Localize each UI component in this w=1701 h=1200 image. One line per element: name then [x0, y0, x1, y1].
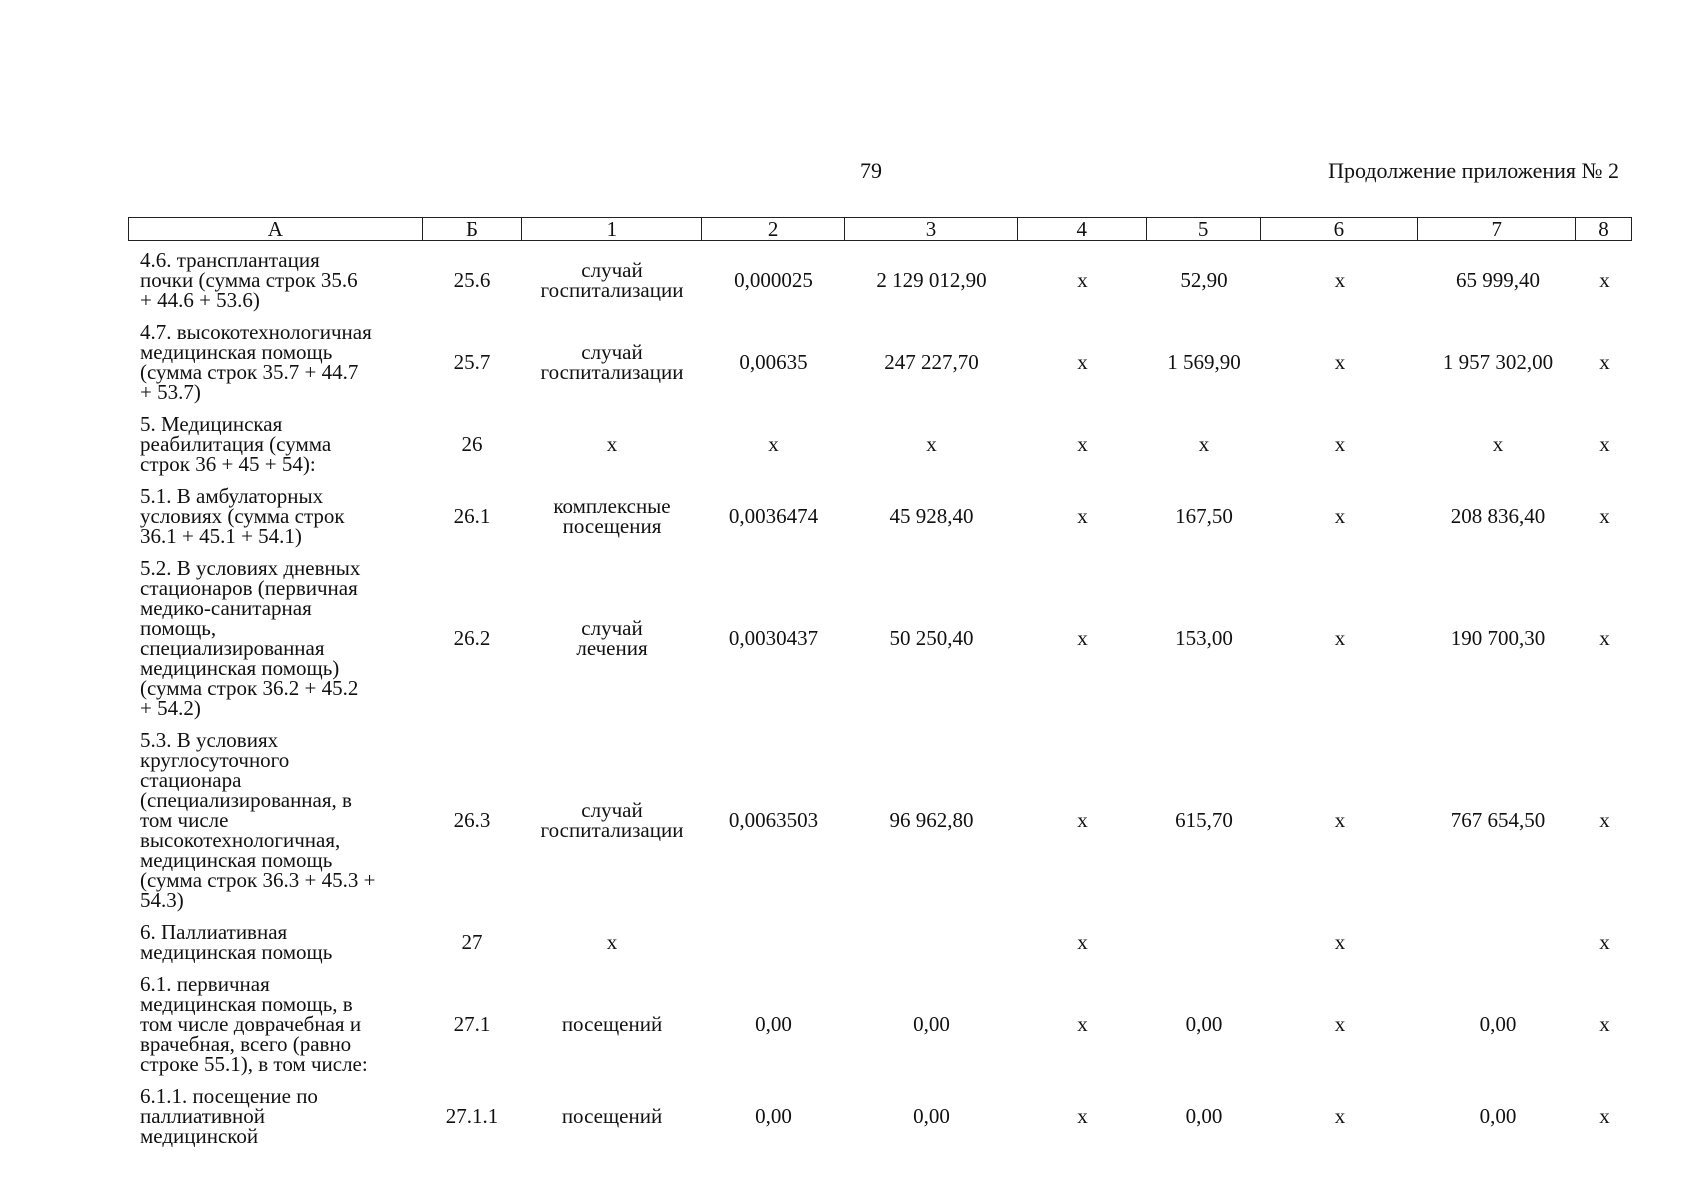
value-cell-c8: х	[1599, 268, 1610, 292]
value-cell-c6: х	[1334, 1012, 1346, 1036]
value-cell-c5: 0,00	[1185, 1012, 1223, 1036]
table-row	[128, 974, 1632, 1074]
row-label-line: врачебная, всего (равно	[140, 1032, 352, 1056]
value-cell-c4: х	[1077, 930, 1088, 954]
row-label-line: строк 36 + 45 + 54):	[140, 452, 316, 476]
row-label-line: 5.2. В условиях дневных	[140, 556, 361, 580]
unit-line: посещений	[561, 1012, 663, 1036]
value-cell-c4: х	[1077, 432, 1088, 456]
row-label-line: (сумма строк 35.7 + 44.7	[140, 360, 359, 384]
row-label-line: + 53.7)	[140, 380, 201, 404]
value-cell-c8: х	[1599, 808, 1610, 832]
appendix-note: Продолжение приложения № 2	[1328, 158, 1619, 183]
unit-of-measure	[522, 932, 702, 952]
unit-of-measure	[522, 342, 702, 382]
value-cell-c5: х	[1198, 432, 1210, 456]
value-cell-c6: х	[1334, 930, 1346, 954]
row-label-line: 54.3)	[140, 888, 184, 912]
row-label-line: медицинская помощь	[140, 340, 333, 364]
value-cell-c6: х	[1334, 350, 1346, 374]
value-cell-c5: 615,70	[1175, 808, 1233, 832]
row-label-line: медицинская помощь	[140, 940, 333, 964]
value-cell-c8: х	[1599, 1104, 1610, 1128]
value-cell-c4: х	[1077, 1012, 1088, 1036]
row-label-line: круглосуточного	[140, 748, 290, 772]
value-cell-c8: х	[1599, 626, 1610, 650]
value-cell-c4: х	[1077, 350, 1088, 374]
value-cell-c7: 767 654,50	[1450, 808, 1546, 832]
row-label-line: строке 55.1), в том числе:	[140, 1052, 368, 1076]
value-cell-c4: х	[1077, 1104, 1088, 1128]
row-label-line: медицинская помощь	[140, 848, 333, 872]
row-label-line: специализированная	[140, 636, 325, 660]
unit-of-measure	[522, 1106, 702, 1126]
row-label-line: стационаров (первичная	[140, 576, 358, 600]
value-cell-c7: 1 957 302,00	[1442, 350, 1554, 374]
row-label-line: условиях (сумма строк	[140, 504, 345, 528]
unit-line: случай	[581, 798, 643, 822]
unit-of-measure	[522, 1014, 702, 1034]
row-label-line: том числе	[140, 808, 229, 832]
row-label-line: 6. Паллиативная	[140, 920, 288, 944]
row-code: 26.3	[453, 808, 491, 832]
value-cell-c6: х	[1334, 1104, 1346, 1128]
column-header: 3	[845, 218, 1018, 240]
value-cell-c3: 96 962,80	[889, 808, 974, 832]
row-code: 26	[461, 432, 483, 456]
row-label-line: 4.7. высокотехнологичная	[140, 320, 372, 344]
unit-line: госпитализации	[540, 360, 684, 384]
value-cell-c2: 0,000025	[734, 268, 813, 292]
table-row	[128, 558, 1632, 718]
column-header: 5	[1147, 218, 1261, 240]
value-cell-c8: х	[1599, 350, 1610, 374]
row-label-line: (сумма строк 36.2 + 45.2	[140, 676, 359, 700]
unit-line: посещения	[562, 514, 662, 538]
row-label	[128, 414, 422, 474]
unit-line: госпитализации	[540, 278, 684, 302]
table-row	[128, 250, 1632, 310]
unit-line: случай	[581, 616, 643, 640]
table-row	[128, 414, 1632, 474]
column-header: 8	[1598, 217, 1609, 241]
unit-of-measure	[522, 800, 702, 840]
table-row	[128, 486, 1632, 546]
value-cell-c4: х	[1077, 504, 1088, 528]
value-cell-c3: 247 227,70	[884, 350, 979, 374]
column-header: 4	[1018, 218, 1147, 240]
column-header: 1	[522, 218, 702, 240]
row-label-line: 5. Медицинская	[140, 412, 283, 436]
row-label-line: 5.1. В амбулаторных	[140, 484, 324, 508]
row-label-line: (специализированная, в	[140, 788, 352, 812]
value-cell-c8: х	[1599, 432, 1610, 456]
row-label-line: медицинская помощь, в	[140, 992, 353, 1016]
table-row	[128, 730, 1632, 910]
value-cell-c5: 52,90	[1180, 268, 1228, 292]
row-code: 25.7	[453, 350, 491, 374]
value-cell-c7: 0,00	[1479, 1104, 1517, 1128]
row-label-line: + 54.2)	[140, 696, 201, 720]
unit-line: госпитализации	[540, 818, 684, 842]
value-cell-c5: 167,50	[1175, 504, 1233, 528]
row-label-line: медицинской	[140, 1124, 259, 1148]
value-cell-c3: 50 250,40	[889, 626, 974, 650]
value-cell-c8: х	[1599, 504, 1610, 528]
unit-line: случай	[581, 258, 643, 282]
row-label-line: высокотехнологичная,	[140, 828, 341, 852]
unit-of-measure	[522, 496, 702, 536]
value-cell-c5: 153,00	[1175, 626, 1233, 650]
row-label	[128, 322, 422, 402]
row-label	[128, 486, 422, 546]
row-code: 26.2	[453, 626, 491, 650]
unit-line: случай	[581, 340, 643, 364]
column-header: А	[129, 218, 423, 240]
value-cell-c2: 0,00635	[739, 350, 808, 374]
row-code: 27	[461, 930, 483, 954]
value-cell-c6: х	[1334, 626, 1346, 650]
column-header: Б	[423, 218, 523, 240]
value-cell-c8: х	[1599, 930, 1610, 954]
row-label-line: помощь,	[140, 616, 217, 640]
value-cell-c3: 0,00	[913, 1104, 950, 1128]
row-label-line: почки (сумма строк 35.6	[140, 268, 358, 292]
table-header	[128, 217, 1632, 241]
row-label-line: реабилитация (сумма	[140, 432, 332, 456]
row-label-line: паллиативной	[140, 1104, 266, 1128]
value-cell-c4: х	[1077, 626, 1088, 650]
row-label	[128, 922, 422, 962]
value-cell-c2: 0,00	[755, 1104, 792, 1128]
table-row	[128, 322, 1632, 402]
value-cell-c3: х	[926, 432, 937, 456]
column-header: 7	[1418, 218, 1576, 240]
unit-line: комплексные	[553, 494, 671, 518]
value-cell-c6: х	[1334, 808, 1346, 832]
value-cell-c7: х	[1492, 432, 1504, 456]
value-cell-c2: х	[768, 432, 779, 456]
unit-line: х	[606, 930, 618, 954]
table-body	[128, 250, 1632, 1158]
value-cell-c3: 2 129 012,90	[876, 268, 987, 292]
row-label	[128, 558, 422, 718]
row-label	[128, 730, 422, 910]
unit-of-measure	[522, 260, 702, 300]
row-label	[128, 1086, 422, 1146]
value-cell-c5: 0,00	[1185, 1104, 1223, 1128]
value-cell-c5: 1 569,90	[1167, 350, 1241, 374]
row-code: 25.6	[453, 268, 491, 292]
value-cell-c8: х	[1599, 1012, 1610, 1036]
value-cell-c3: 45 928,40	[889, 504, 974, 528]
value-cell-c7: 65 999,40	[1456, 268, 1540, 292]
row-code: 27.1	[453, 1012, 491, 1036]
value-cell-c4: х	[1077, 268, 1088, 292]
value-cell-c4: х	[1077, 808, 1088, 832]
row-label	[128, 250, 422, 310]
value-cell-c6: х	[1334, 432, 1346, 456]
row-label-line: стационара	[140, 768, 242, 792]
column-header: 6	[1261, 218, 1419, 240]
row-label-line: 6.1. первичная	[140, 972, 270, 996]
value-cell-c7: 0,00	[1479, 1012, 1517, 1036]
value-cell-c6: х	[1334, 268, 1346, 292]
row-label-line: медицинская помощь)	[140, 656, 340, 680]
value-cell-c2: 0,0030437	[728, 626, 819, 650]
unit-of-measure	[522, 618, 702, 658]
value-cell-c7: 190 700,30	[1450, 626, 1546, 650]
value-cell-c6: х	[1334, 504, 1346, 528]
row-code: 26.1	[453, 504, 491, 528]
row-label-line: 6.1.1. посещение по	[140, 1084, 318, 1108]
page-number: 79	[860, 158, 882, 183]
unit-line: х	[606, 432, 618, 456]
table-row	[128, 922, 1632, 962]
row-label	[128, 974, 422, 1074]
value-cell-c7: 208 836,40	[1450, 504, 1546, 528]
row-label-line: медико-санитарная	[140, 596, 312, 620]
column-header: 2	[702, 218, 845, 240]
unit-line: посещений	[561, 1104, 663, 1128]
table-row	[128, 1086, 1632, 1146]
row-label-line: 36.1 + 45.1 + 54.1)	[140, 524, 302, 548]
row-label-line: (сумма строк 36.3 + 45.3 +	[140, 868, 376, 892]
value-cell-c2: 0,0063503	[728, 808, 819, 832]
row-label-line: 5.3. В условиях	[140, 728, 279, 752]
row-label-line: 4.6. трансплантация	[140, 248, 320, 272]
unit-line: лечения	[576, 636, 648, 660]
value-cell-c2: 0,0036474	[728, 504, 819, 528]
value-cell-c3: 0,00	[913, 1012, 950, 1036]
value-cell-c2: 0,00	[755, 1012, 792, 1036]
row-code: 27.1.1	[445, 1104, 499, 1128]
row-label-line: том числе доврачебная и	[140, 1012, 362, 1036]
row-label-line: + 44.6 + 53.6)	[140, 288, 260, 312]
unit-of-measure	[522, 434, 702, 454]
